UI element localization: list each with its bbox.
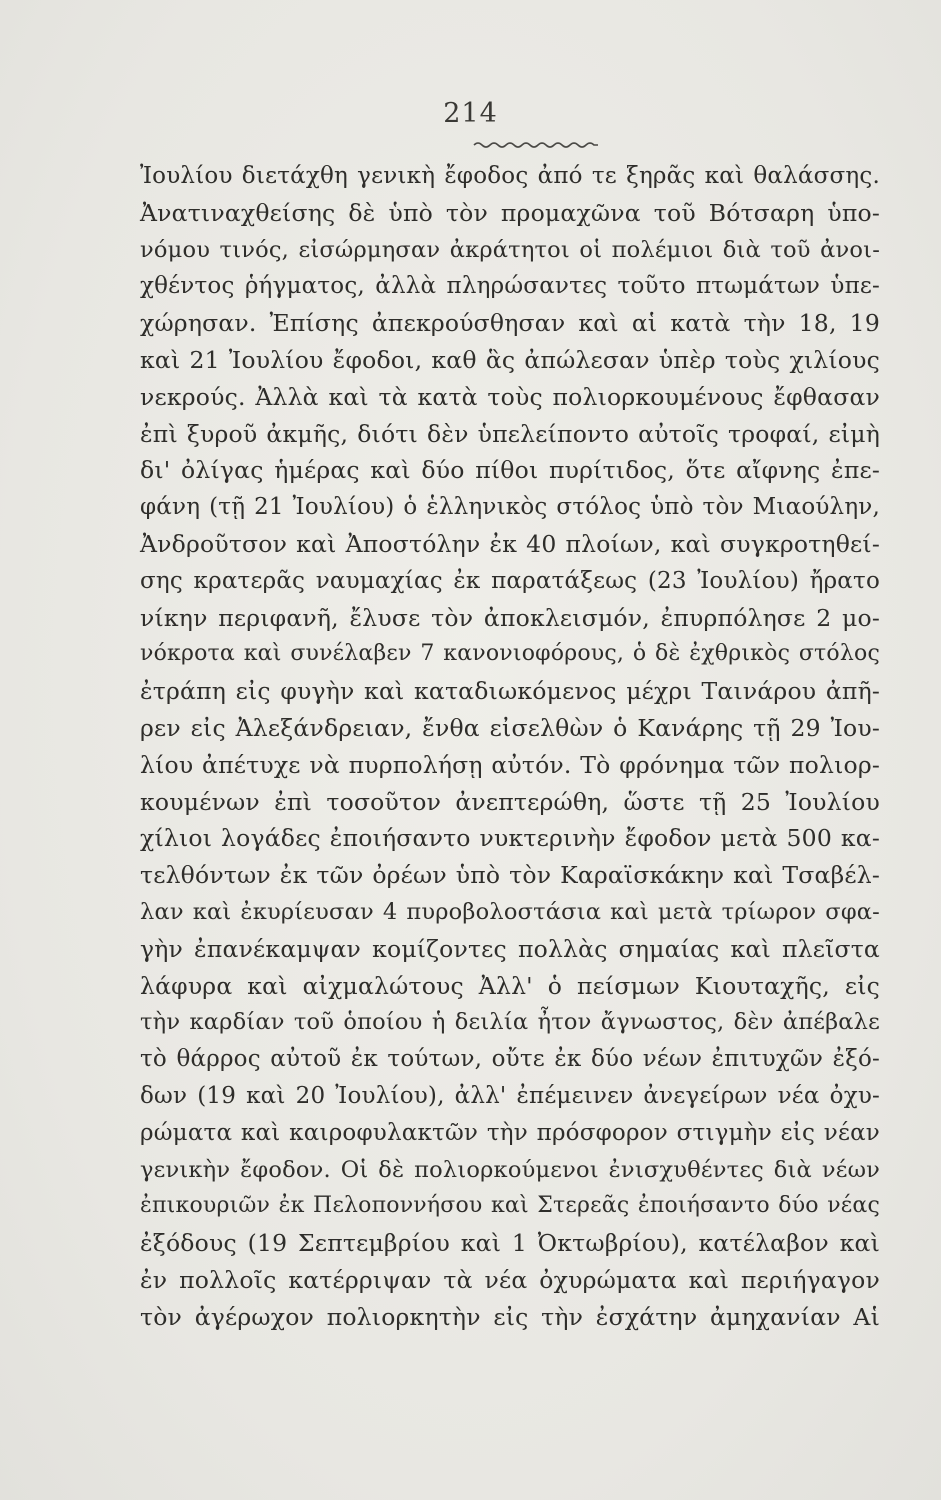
text-line: νόκροτα καὶ συνέλαβεν 7 κανονιοφόρους, ὁ δὲ ἐχθρικὸς στόλος [140, 641, 880, 667]
text-line: Ἀνατιναχθείσης δὲ ὑπὸ τὸν προμαχῶνα τοῦ Βότσαρη ὑπο- [140, 198, 880, 227]
body-text [140, 158, 880, 1336]
text-line: τὸ θάρρος αὐτοῦ ἐκ τούτων, οὔτε ἐκ δύο νέων ἐπιτυχῶν ἐξό- [140, 1046, 880, 1073]
text-line: ἐν πολλοῖς κατέρριψαν τὰ νέα ὀχυρώματα καὶ περιήγαγον [140, 1265, 880, 1294]
text-line: χώρησαν. Ἐπίσης ἀπεκρούσθησαν καὶ αἱ κατὰ τὴν 18, 19 [140, 309, 880, 338]
text-line: δων (19 καὶ 20 Ἰουλίου), ἀλλ' ἐπέμεινεν ἀνεγείρων νέα ὀχυ- [140, 1082, 880, 1109]
text-line: δι' ὀλίγας ἡμέρας καὶ δύο πίθοι πυρίτιδος, ὅτε αἴφνης ἐπε- [140, 456, 880, 485]
text-line: ἐπὶ ξυροῦ ἀκμῆς, διότι δὲν ὑπελείποντο αὐτοῖς τροφαί, εἰμὴ [140, 419, 880, 448]
text-line: τὴν καρδίαν τοῦ ὁποίου ἡ δειλία ἦτον ἄγνωστος, δὲν ἀπέβαλε [140, 1009, 880, 1036]
text-line: γὴν ἐπανέκαμψαν κομίζοντες πολλὰς σημαίας καὶ πλεῖστα [140, 934, 880, 963]
text-line: ρεν εἰς Ἀλεξάνδρειαν, ἔνθα εἰσελθὼν ὁ Κανάρης τῇ 29 Ἰου- [140, 713, 880, 742]
text-line: τὸν ἀγέρωχον πολιορκητὴν εἰς τὴν ἐσχάτην ἀμηχανίαν Αἱ [140, 1302, 880, 1331]
text-line: φάνη (τῇ 21 Ἰουλίου) ὁ ἑλληνικὸς στόλος ὑπὸ τὸν Μιαούλην, [140, 494, 880, 521]
text-line: λαν καὶ ἐκυρίευσαν 4 πυροβολοστάσια καὶ μετὰ τρίωρον σφα- [140, 898, 880, 925]
text-line: νόμου τινός, εἰσώρμησαν ἀκράτητοι οἱ πολέμιοι διὰ τοῦ ἀνοι- [140, 236, 880, 263]
text-line: ἐτράπη εἰς φυγὴν καὶ καταδιωκόμενος μέχρι Ταινάρου ἀπῆ- [140, 677, 880, 706]
text-line: ἐξόδους (19 Σεπτεμβρίου καὶ 1 Ὀκτωβρίου), κατέλαβον καὶ [140, 1229, 880, 1258]
text-line: χθέντος ῥήγματος, ἀλλὰ πληρώσαντες τοῦτο πτωμάτων ὑπε- [140, 273, 880, 300]
text-line: Ἰουλίου διετάχθη γενικὴ ἔφοδος ἀπό τε ξηρᾶς καὶ θαλάσσης. [140, 163, 880, 189]
text-line: λίου ἀπέτυχε νὰ πυρπολήσῃ αὐτόν. Τὸ φρόνημα τῶν πολιορ- [140, 750, 880, 779]
page-number: 214 [443, 98, 498, 129]
text-line: χίλιοι λογάδες ἐποιήσαντο νυκτερινὴν ἔφοδον μετὰ 500 κα- [140, 824, 880, 853]
text-line: ἐπικουριῶν ἐκ Πελοποννήσου καὶ Στερεᾶς ἐποιήσαντο δύο νέας [140, 1193, 880, 1219]
text-line: γενικὴν ἔφοδον. Οἱ δὲ πολιορκούμενοι ἐνισχυθέντες διὰ νέων [140, 1156, 880, 1183]
text-line: κουμένων ἐπὶ τοσοῦτον ἀνεπτερώθη, ὥστε τῇ 25 Ἰουλίου [140, 787, 880, 816]
text-line: ρώματα καὶ καιροφυλακτῶν τὴν πρόσφορον στιγμὴν εἰς νέαν [140, 1119, 880, 1146]
text-line: νεκρούς. Ἀλλὰ καὶ τὰ κατὰ τοὺς πολιορκουμένους ἔφθασαν [140, 382, 880, 411]
text-line: καὶ 21 Ἰουλίου ἔφοδοι, καθ ἃς ἀπώλεσαν ὑπὲρ τοὺς χιλίους [140, 345, 880, 374]
text-line: Ἀνδροῦτσον καὶ Ἀποστόλην ἐκ 40 πλοίων, καὶ συγκροτηθεί- [140, 529, 880, 558]
text-line: νίκην περιφανῆ, ἔλυσε τὸν ἀποκλεισμόν, ἐπυρπόλησε 2 μο- [140, 603, 880, 632]
ornament-rule [472, 141, 600, 149]
text-line: σης κρατερᾶς ναυμαχίας ἐκ παρατάξεως (23 Ἰουλίου) ἤρατο [140, 567, 880, 594]
text-line: τελθόντων ἐκ τῶν ὀρέων ὑπὸ τὸν Καραϊσκάκην καὶ Τσαβέλ- [140, 861, 880, 890]
text-line: λάφυρα καὶ αἰχμαλώτους Ἀλλ' ὁ πείσμων Κιουταχῆς, εἰς [140, 971, 880, 1000]
